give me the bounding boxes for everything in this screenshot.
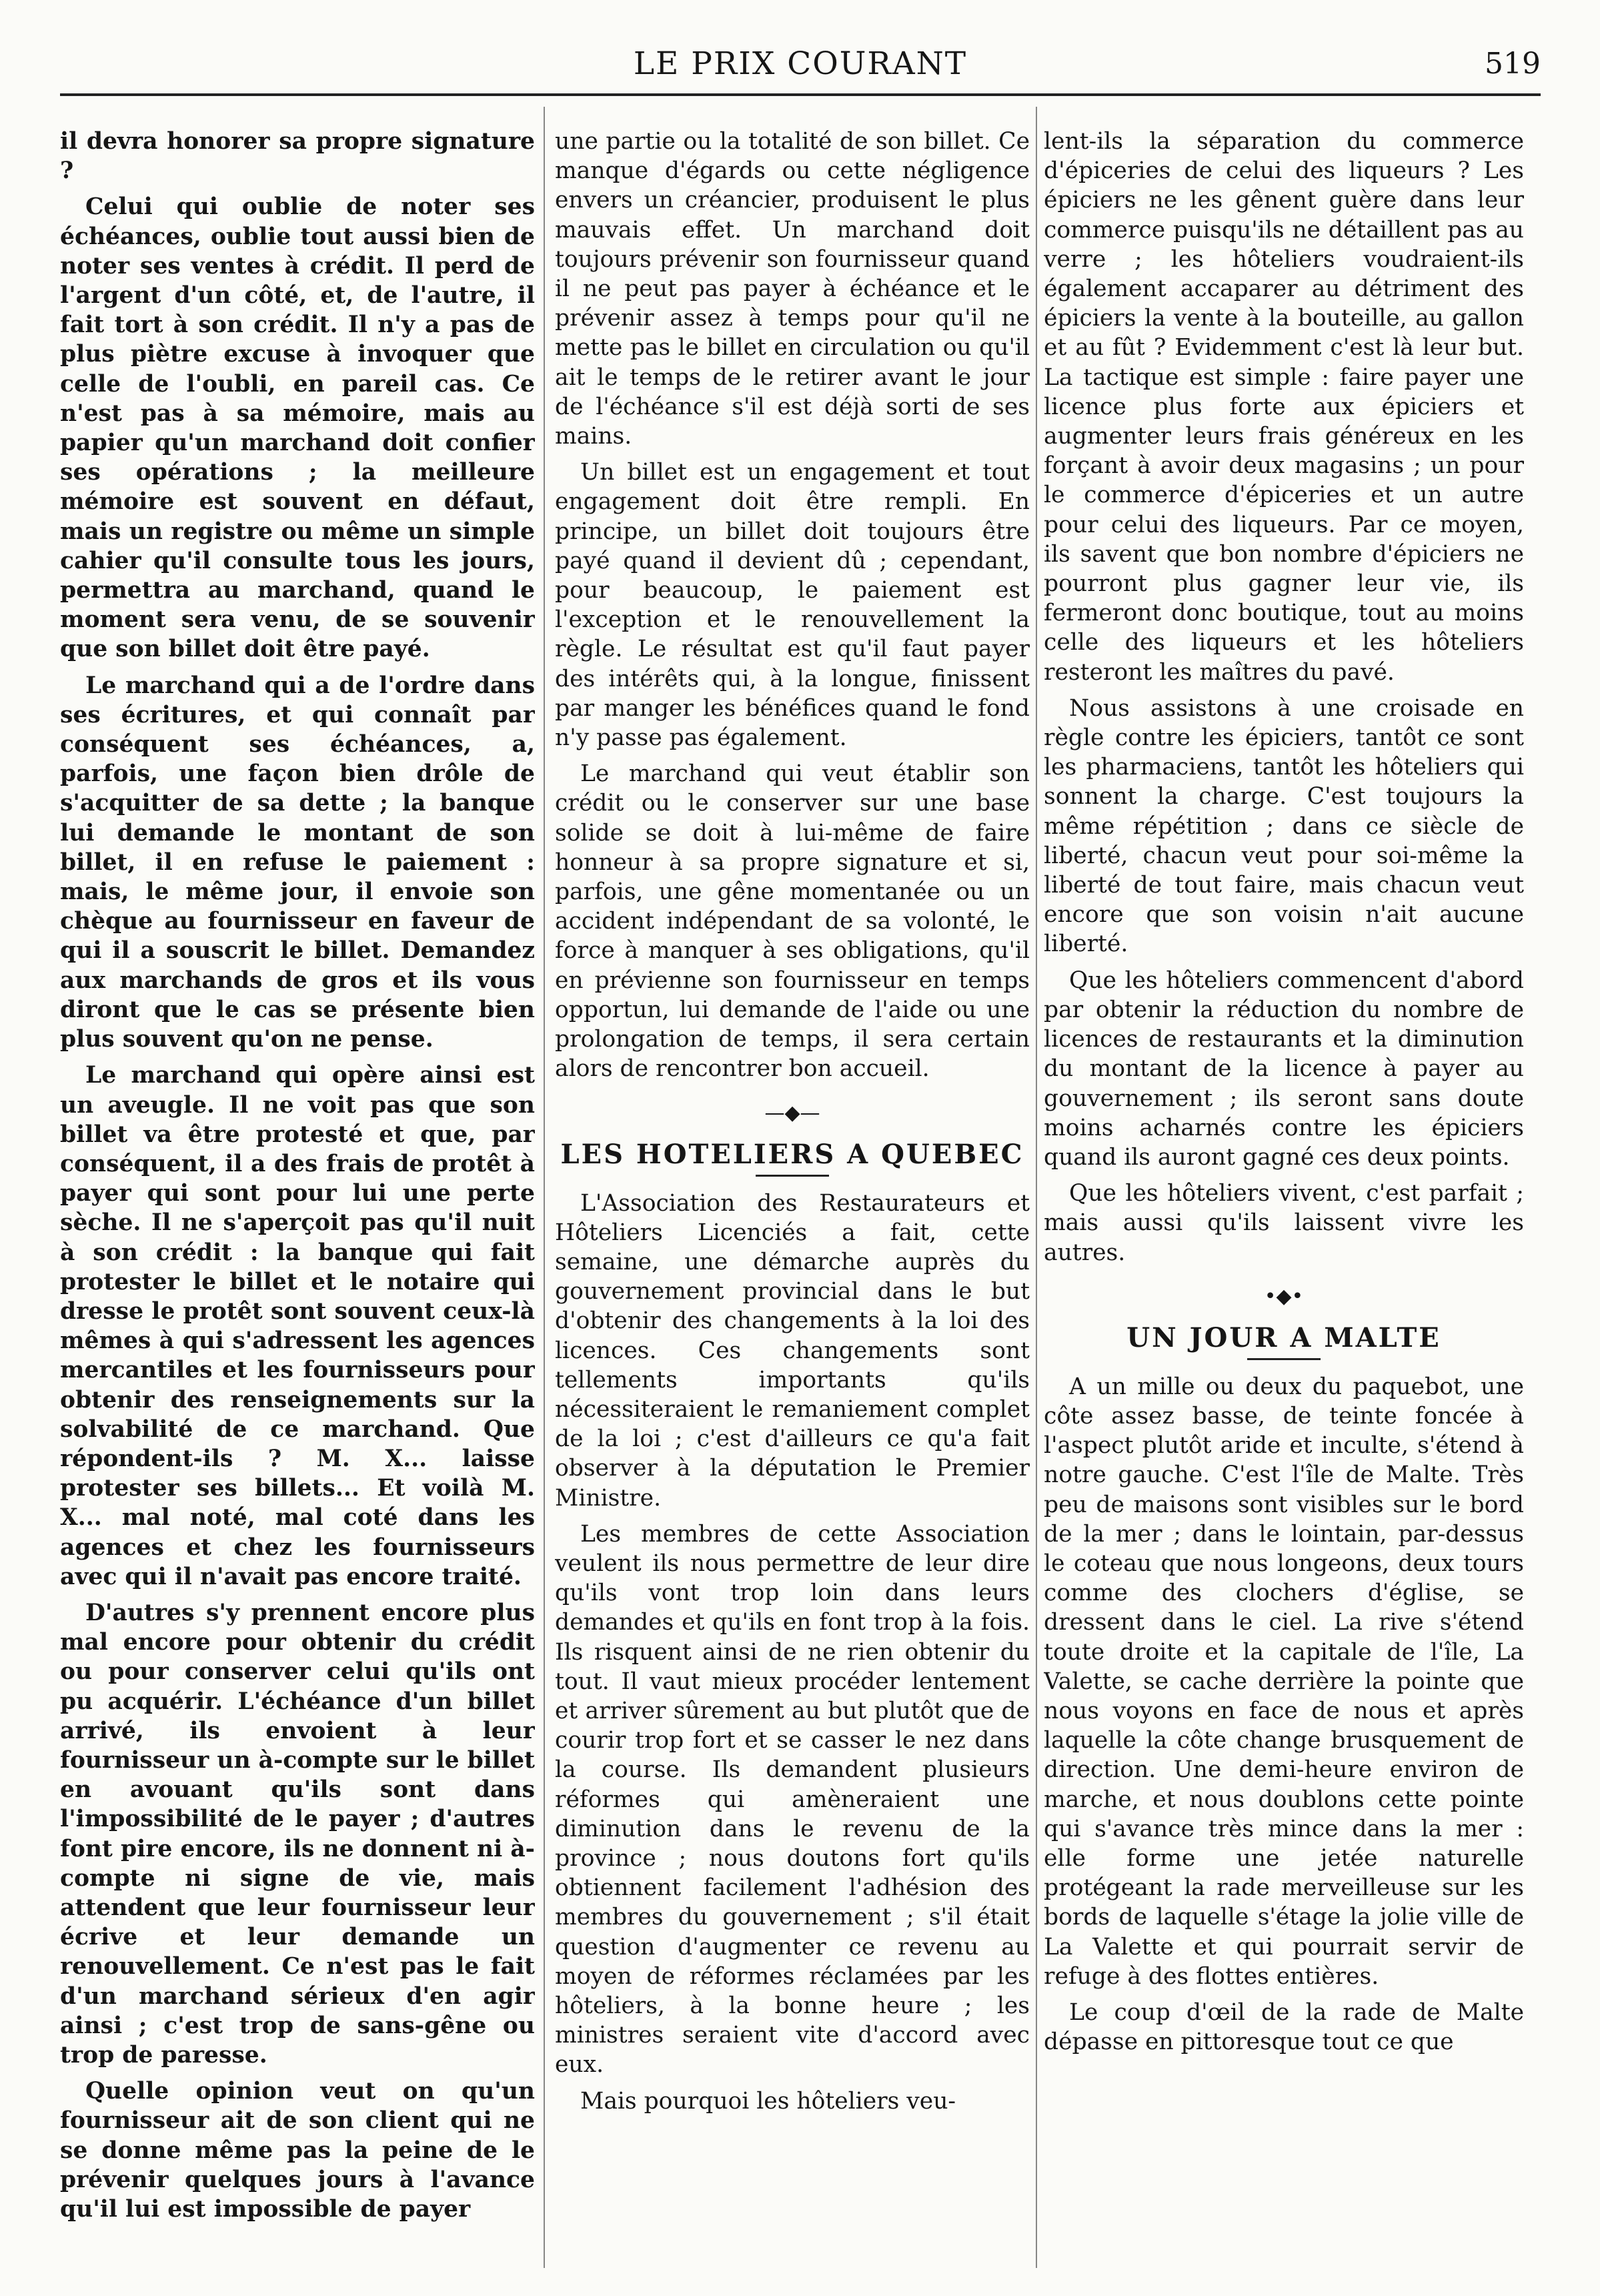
section-ornament: •◆• [1264, 1284, 1304, 1308]
paragraph: Le marchand qui veut établir son crédit ou le conserver sur une base solide se doit à lui-même de faire honneur à sa propre signature et si, parfois, une gêne momentanée ou un accident indépendant de sa volonté, le force à manquer à ses obligations, qu'il en prévienne son fournisseur en temps opportun, lui demande de l'aide ou une prolongation de temps, il sera certain alors de rencontrer bon accueil. [555, 760, 1030, 1083]
article-heading: LES HOTELIERS A QUEBEC [560, 1138, 1024, 1170]
paragraph: Le marchand qui a de l'ordre dans ses écritures, et qui connaît par conséquent ses échéances, a, parfois, une façon bien drôle de s'acquitter de sa dette ; la banque lui demande le montant de son billet, il en refuse le paiement : mais, le même jour, il envoie son chèque au fournisseur en faveur de qui il a souscrit le billet. Demandez aux marchands de gros et ils vous diront que le cas se présente bien plus souvent qu'on ne pense. [60, 672, 535, 1053]
column-divider [1036, 107, 1037, 2268]
paragraph: lent-ils la séparation du commerce d'épiceries de celui des liqueurs ? Les épiciers ne les gênent guère dans leur commerce puisqu'ils ne détaillent pas au verre ; les hôteliers voudraient-ils également accaparer au détriment des épiciers la vente à la bouteille, au gallon et au fût ? Evidemment c'est là leur but. La tactique est simple : faire payer une licence plus forte aux épiciers et augmenter leurs frais généreux en les forçant à avoir deux magasins ; un pour le commerce d'épiceries et un autre pour celui des liqueurs. Par ce moyen, ils savent que bon nombre d'épiciers ne pourront plus gagner leur vie, ils fermeront donc boutique, tout au moins celle des liqueurs et les hôteliers resteront les maîtres du pavé. [1044, 128, 1524, 686]
paragraph: Que les hôteliers commencent d'abord par obtenir la réduction du nombre de licences de restaurants et la diminution du montant de la licence à payer au gouvernement ; ils seront sans doute moins acharnés contre les épiciers quand ils auront gagné ces deux points. [1044, 967, 1524, 1171]
page-number: 519 [1485, 47, 1541, 81]
paragraph: Mais pourquoi les hôteliers veu- [580, 2087, 956, 2115]
paragraph: Celui qui oublie de noter ses échéances, oublie tout aussi bien de noter ses ventes à crédit. Il perd de l'argent d'un côté, et, de l'autre, il fait tort à son crédit. Il n'y a pas de plus piètre excuse à invoquer que celle de l'oubli, en pareil cas. Ce n'est pas à sa mémoire, mais au papier qu'un marchand doit confier ses opérations ; la meilleure mémoire est souvent en défaut, mais un registre ou même un simple cahier qu'il consulte tous les jours, permettra au marchand, quand le moment sera venu, de se souvenir que son billet doit être payé. [60, 193, 535, 663]
paragraph: D'autres s'y prennent encore plus mal encore pour obtenir du crédit ou pour conserver celui qu'ils ont pu acquérir. L'échéance d'un billet arrivé, ils envoient à leur fournisseur un à-compte sur le billet en avouant qu'ils sont dans l'impossibilité de le payer ; d'autres font pire encore, ils ne donnent ni à-compte ni signe de vie, mais attendent que leur fournisseur leur écrive et leur demande un renouvellement. Ce n'est pas le fait d'un marchand sérieux d'en agir ainsi ; c'est trop de sans-gêne ou trop de paresse. [60, 1599, 535, 2069]
section-ornament: —◆— [764, 1101, 820, 1125]
column-3 [1044, 127, 1524, 2261]
publication-title: LE PRIX COURANT [633, 45, 968, 82]
paragraph: Le coup d'œil de la rade de Malte dépasse en pittoresque tout ce que [1044, 1998, 1524, 2056]
paragraph: A un mille ou deux du paquebot, une côte assez basse, de teinte foncée à l'aspect plutôt aride et inculte, s'étend à notre gauche. C'est l'île de Malte. Très peu de maisons sont visibles sur le bord de la mer ; dans le lointain, par-dessus le coteau que nous longeons, deux tours comme des clochers d'église, se dressent dans le ciel. La rive s'étend toute droite et la capitale de l'île, La Valette, se cache derrière la pointe que nous voyons en face de nous et après laquelle la côte change brusquement de direction. Une demi-heure environ de marche, et nous doublons cette pointe qui s'avance très mince dans la mer : elle forme une jetée naturelle protégeant la rade merveilleuse sur les bords de laquelle s'étage la jolie ville de La Valette et qui pourrait servir de refuge à des flottes entières. [1044, 1373, 1524, 1990]
column-1 [60, 127, 535, 2261]
paragraph: Un billet est un engagement et tout engagement doit être rempli. En principe, un billet doit toujours être payé quand il devient dû ; cependant, pour beaucoup, le paiement est l'exception et le renouvellement la règle. Le résultat est qu'il faut payer des intérêts qui, à la longue, finissent par manger les bénéfices quand le fond n'y passe pas également. [555, 459, 1030, 752]
paragraph: Le marchand qui opère ainsi est un aveugle. Il ne voit pas que son billet va être protesté et que, par conséquent, il a des frais de protêt à payer qui sont pour lui une perte sèche. Il ne s'aperçoit pas qu'il nuit à son crédit : la banque qui fait protester le billet et le notaire qui dresse le protêt sont souvent ceux-là mêmes à qui s'adressent les agences mercantiles et les fournisseurs pour obtenir des renseignements sur la solvabilité de ce marchand. Que répondent-ils ? M. X... laisse protester ses billets... Et voilà M. X... mal noté, mal coté dans les agences et chez les fournisseurs avec qui il n'avait pas encore traité. [60, 1062, 535, 1590]
paragraph: L'Association des Restaurateurs et Hôteliers Licenciés a fait, cette semaine, une démarche auprès du gouvernement provincial dans le but d'obtenir des changements à la loi des licences. Ces changements sont tellements importants qu'ils nécessiteraient le remaniement complet de la loi ; c'est d'ailleurs ce qu'a fait observer à la députation le Premier Ministre. [555, 1189, 1030, 1512]
paragraph: Nous assistons à une croisade en règle contre les épiciers, tantôt ce sont les pharmaciens, tantôt les hôteliers qui sonnent la charge. C'est toujours la même répétition ; dans ce siècle de liberté, chacun veut pour soi-même la liberté de tout faire, mais chacun veut encore que son voisin n'ait aucune liberté. [1044, 694, 1524, 958]
heading-rule [756, 1175, 829, 1177]
paragraph: Quelle opinion veut on qu'un fournisseur ait de son client qui ne se donne même pas la peine de le prévenir quelques jours à l'avance qu'il lui est impossible de payer [60, 2078, 535, 2223]
header-rule [60, 93, 1541, 96]
page-header [60, 41, 1541, 95]
paragraph: Les membres de cette Association veulent ils nous permettre de leur dire qu'ils vont trop loin dans leurs demandes et qu'ils en font trop à la fois. Ils risquent ainsi de ne rien obtenir du tout. Il vaut mieux procéder lentement et arriver sûrement au but plutôt que de courir trop fort et se casser le nez dans la course. Ils demandent plusieurs réformes qui amèneraient une diminution dans le revenu de la province ; nous doutons fort qu'ils obtiennent facilement l'adhésion des membres du gouvernement ; s'il était question d'augmenter ce revenu au moyen de réformes réclamées par les hôteliers, à la bonne heure ; les ministres seraient vite d'accord avec eux. [555, 1520, 1030, 2079]
article-heading: UN JOUR A MALTE [1126, 1321, 1441, 1353]
paragraph: une partie ou la totalité de son billet. Ce manque d'égards ou cette négligence envers un créancier, produisent le plus mauvais effet. Un marchand doit toujours prévenir son fournisseur quand il ne peut pas payer à échéance et le prévenir assez à temps pour qu'il ne mette pas le billet en circulation ou qu'il ait le temps de le retirer avant le jour de l'échéance s'il est déjà sorti de ses mains. [555, 128, 1030, 450]
column-divider [544, 107, 545, 2268]
heading-rule [1247, 1358, 1321, 1360]
paragraph: Que les hôteliers vivent, c'est parfait ; mais aussi qu'ils laissent vivre les autres. [1044, 1180, 1524, 1266]
paragraph: il devra honorer sa propre signature ? [60, 128, 535, 185]
column-2 [555, 127, 1030, 2261]
